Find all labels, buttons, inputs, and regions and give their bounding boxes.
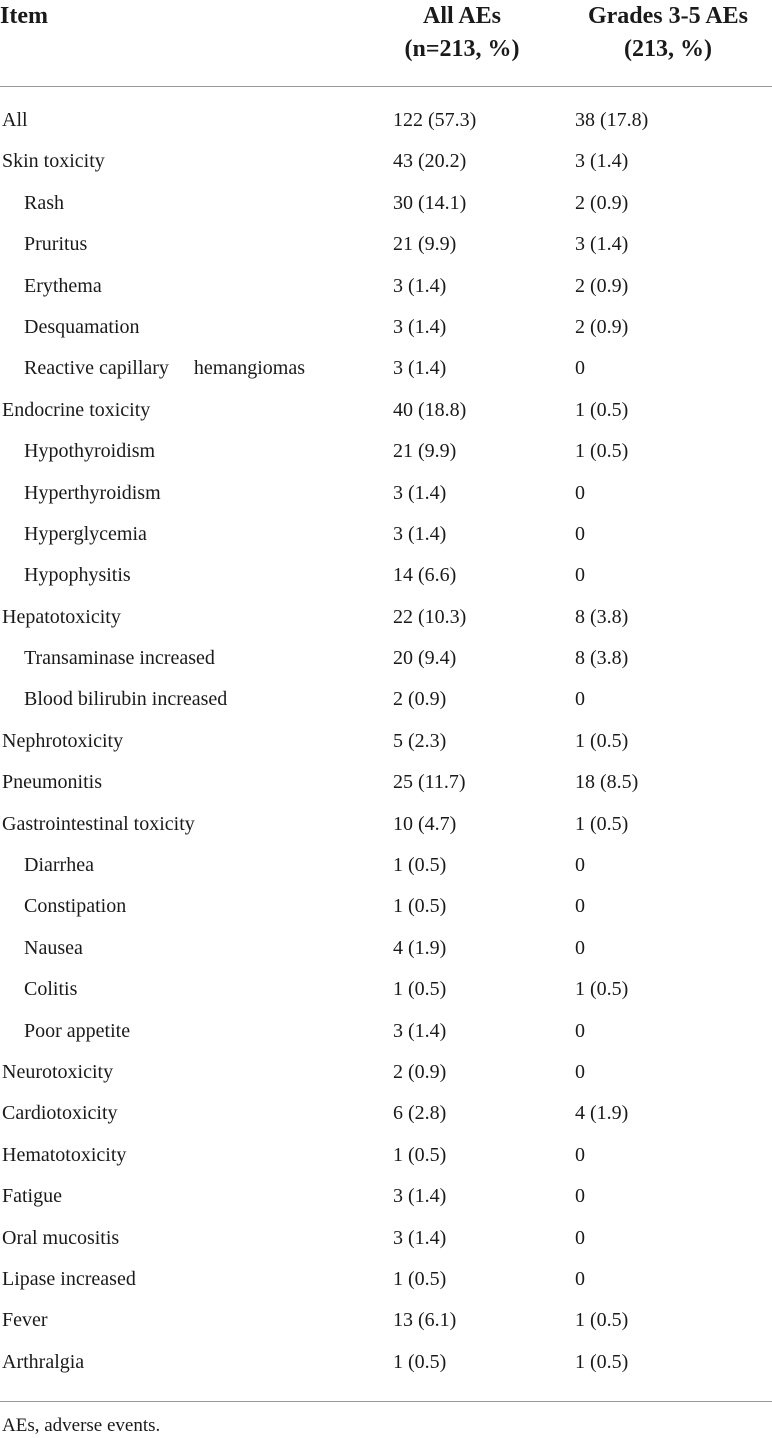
table-row [0,1176,772,1217]
cell-item: Reactive capillary hemangiomas [24,357,306,380]
cell-all-aes: 3 (1.4) [393,315,447,338]
cell-item: Fever [2,1309,48,1332]
table-row [0,307,772,348]
cell-grades-3-5: 0 [575,481,585,504]
cell-all-aes: 21 (9.9) [393,233,457,256]
header-grades-3-5 [568,0,768,66]
cell-grades-3-5: 0 [575,1267,585,1290]
table-row [0,804,772,845]
table-row [0,1135,772,1176]
cell-item: Rash [24,191,64,214]
table-row [0,1300,772,1341]
cell-all-aes: 20 (9.4) [393,647,457,670]
table-row [0,555,772,596]
cell-grades-3-5: 1 (0.5) [575,1309,629,1332]
cell-item: Hyperglycemia [24,522,147,545]
cell-all-aes: 3 (1.4) [393,357,447,380]
cell-item: Hypothyroidism [24,440,156,463]
cell-grades-3-5: 4 (1.9) [575,1102,629,1125]
table-bottom-rule [0,1401,772,1402]
table-row [0,183,772,224]
header-all-aes-line1: All AEs [422,3,502,29]
cell-grades-3-5: 0 [575,564,585,587]
cell-item: Desquamation [24,315,140,338]
cell-item: Skin toxicity [2,150,105,173]
cell-item: Oral mucositis [2,1226,120,1249]
cell-grades-3-5: 1 (0.5) [575,398,629,421]
table-row [0,597,772,638]
cell-all-aes: 21 (9.9) [393,440,457,463]
table-row [0,100,772,141]
table-footnote: AEs, adverse events. [2,1415,161,1436]
header-grades-3-5-line1: Grades 3-5 AEs [587,3,748,29]
cell-item: Nausea [24,936,83,959]
cell-all-aes: 1 (0.5) [393,854,447,877]
cell-all-aes: 2 (0.9) [393,1060,447,1083]
table-row [0,638,772,679]
cell-item: Cardiotoxicity [2,1102,118,1125]
table-body [0,100,772,1383]
table-row [0,348,772,389]
cell-grades-3-5: 0 [575,357,585,380]
table-row [0,141,772,182]
cell-grades-3-5: 8 (3.8) [575,605,629,628]
cell-grades-3-5: 0 [575,854,585,877]
cell-item: Fatigue [2,1185,62,1208]
cell-all-aes: 122 (57.3) [393,109,477,131]
cell-all-aes: 43 (20.2) [393,150,467,173]
cell-all-aes: 40 (18.8) [393,398,467,421]
table-row [0,473,772,514]
cell-item: Pneumonitis [2,771,103,794]
cell-item: Hyperthyroidism [24,481,161,504]
cell-grades-3-5: 1 (0.5) [575,978,629,1001]
cell-grades-3-5: 1 (0.5) [575,812,629,835]
cell-grades-3-5: 0 [575,936,585,959]
cell-grades-3-5: 0 [575,1060,585,1083]
cell-item: Erythema [24,274,102,297]
cell-grades-3-5: 2 (0.9) [575,274,629,297]
cell-grades-3-5: 1 (0.5) [575,440,629,463]
cell-item: Arthralgia [2,1350,85,1373]
cell-item: Blood bilirubin increased [24,688,228,711]
cell-all-aes: 5 (2.3) [393,729,447,752]
header-all-aes [383,0,541,66]
cell-grades-3-5: 0 [575,1019,585,1042]
cell-item: Constipation [24,895,127,918]
table-row [0,224,772,265]
table-row [0,266,772,307]
cell-grades-3-5: 38 (17.8) [575,109,649,131]
cell-grades-3-5: 0 [575,895,585,918]
cell-all-aes: 1 (0.5) [393,978,447,1001]
cell-item: Neurotoxicity [2,1060,114,1083]
cell-item: Endocrine toxicity [2,398,151,421]
cell-all-aes: 3 (1.4) [393,481,447,504]
header-all-aes-line2: (n=213, %) [404,36,520,62]
cell-all-aes: 1 (0.5) [393,1350,447,1373]
cell-item: Colitis [24,978,78,1001]
cell-item: Transaminase increased [24,647,215,670]
cell-grades-3-5: 18 (8.5) [575,771,639,794]
cell-all-aes: 1 (0.5) [393,1267,447,1290]
cell-all-aes: 4 (1.9) [393,936,447,959]
cell-all-aes: 10 (4.7) [393,812,457,835]
cell-all-aes: 25 (11.7) [393,771,466,794]
table-row [0,514,772,555]
cell-item: Nephrotoxicity [2,729,124,752]
cell-item: Diarrhea [24,854,94,877]
cell-item: Poor appetite [24,1019,131,1042]
cell-all-aes: 30 (14.1) [393,191,467,214]
header-divider [0,86,772,87]
cell-item: Gastrointestinal toxicity [2,812,195,835]
table-row [0,1342,772,1383]
table-row [0,845,772,886]
cell-all-aes: 1 (0.5) [393,1143,447,1166]
cell-all-aes: 3 (1.4) [393,1226,447,1249]
cell-item: Hypophysitis [24,564,131,587]
table-row [0,1052,772,1093]
cell-all-aes: 3 (1.4) [393,522,447,545]
cell-grades-3-5: 2 (0.9) [575,315,629,338]
cell-all-aes: 3 (1.4) [393,1185,447,1208]
cell-grades-3-5: 0 [575,1185,585,1208]
table-row [0,390,772,431]
cell-grades-3-5: 0 [575,1226,585,1249]
cell-grades-3-5: 0 [575,1143,585,1166]
cell-grades-3-5: 0 [575,522,585,545]
table-row [0,431,772,472]
table-row [0,1011,772,1052]
cell-item: Hematotoxicity [2,1143,127,1166]
table-row [0,762,772,803]
cell-item: Pruritus [24,233,88,256]
cell-grades-3-5: 8 (3.8) [575,647,629,670]
table-row [0,969,772,1010]
table-row [0,679,772,720]
cell-all-aes: 6 (2.8) [393,1102,447,1125]
cell-item: Lipase increased [2,1267,136,1290]
cell-grades-3-5: 1 (0.5) [575,1350,629,1373]
table-row [0,886,772,927]
cell-grades-3-5: 2 (0.9) [575,191,629,214]
cell-grades-3-5: 3 (1.4) [575,150,629,173]
header-item: Item [0,3,48,29]
cell-all-aes: 1 (0.5) [393,895,447,918]
cell-all-aes: 3 (1.4) [393,1019,447,1042]
table-row [0,1218,772,1259]
cell-grades-3-5: 0 [575,688,585,711]
cell-all-aes: 2 (0.9) [393,688,447,711]
cell-all-aes: 14 (6.6) [393,564,457,587]
cell-item: All [2,109,28,131]
table-row [0,1093,772,1134]
cell-all-aes: 3 (1.4) [393,274,447,297]
table-row [0,721,772,762]
cell-grades-3-5: 3 (1.4) [575,233,629,256]
cell-all-aes: 13 (6.1) [393,1309,457,1332]
cell-all-aes: 22 (10.3) [393,605,467,628]
table-row [0,1259,772,1300]
cell-item: Hepatotoxicity [2,605,121,628]
header-grades-3-5-line2: (213, %) [624,36,712,62]
cell-grades-3-5: 1 (0.5) [575,729,629,752]
table-row [0,928,772,969]
